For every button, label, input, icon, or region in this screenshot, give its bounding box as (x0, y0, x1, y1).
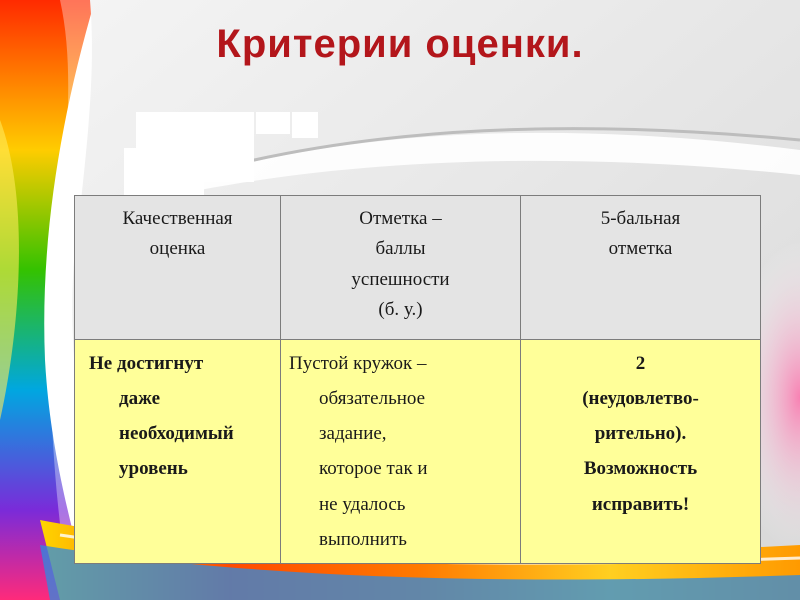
criteria-table (74, 195, 761, 564)
cell-mark: Пустой кружок – обязательное задание, которое так и не удалось выполнить (281, 340, 521, 564)
decorative-block (256, 112, 290, 134)
decorative-block (292, 112, 318, 138)
header-mark: Отметка – баллы успешности (б. у.) (281, 196, 521, 340)
page-title: Критерии оценки. (216, 22, 584, 66)
decorative-block (124, 148, 204, 196)
cell-grade: 2 (неудовлетво- рительно). Возможность исправить! (521, 340, 761, 564)
table-header-row (75, 196, 761, 340)
table-row (75, 340, 761, 564)
cell-qualitative: Не достигнут даже необходимый уровень (75, 340, 281, 564)
header-qualitative: Качественная оценка (75, 196, 281, 340)
header-grade: 5-бальная отметка (521, 196, 761, 340)
